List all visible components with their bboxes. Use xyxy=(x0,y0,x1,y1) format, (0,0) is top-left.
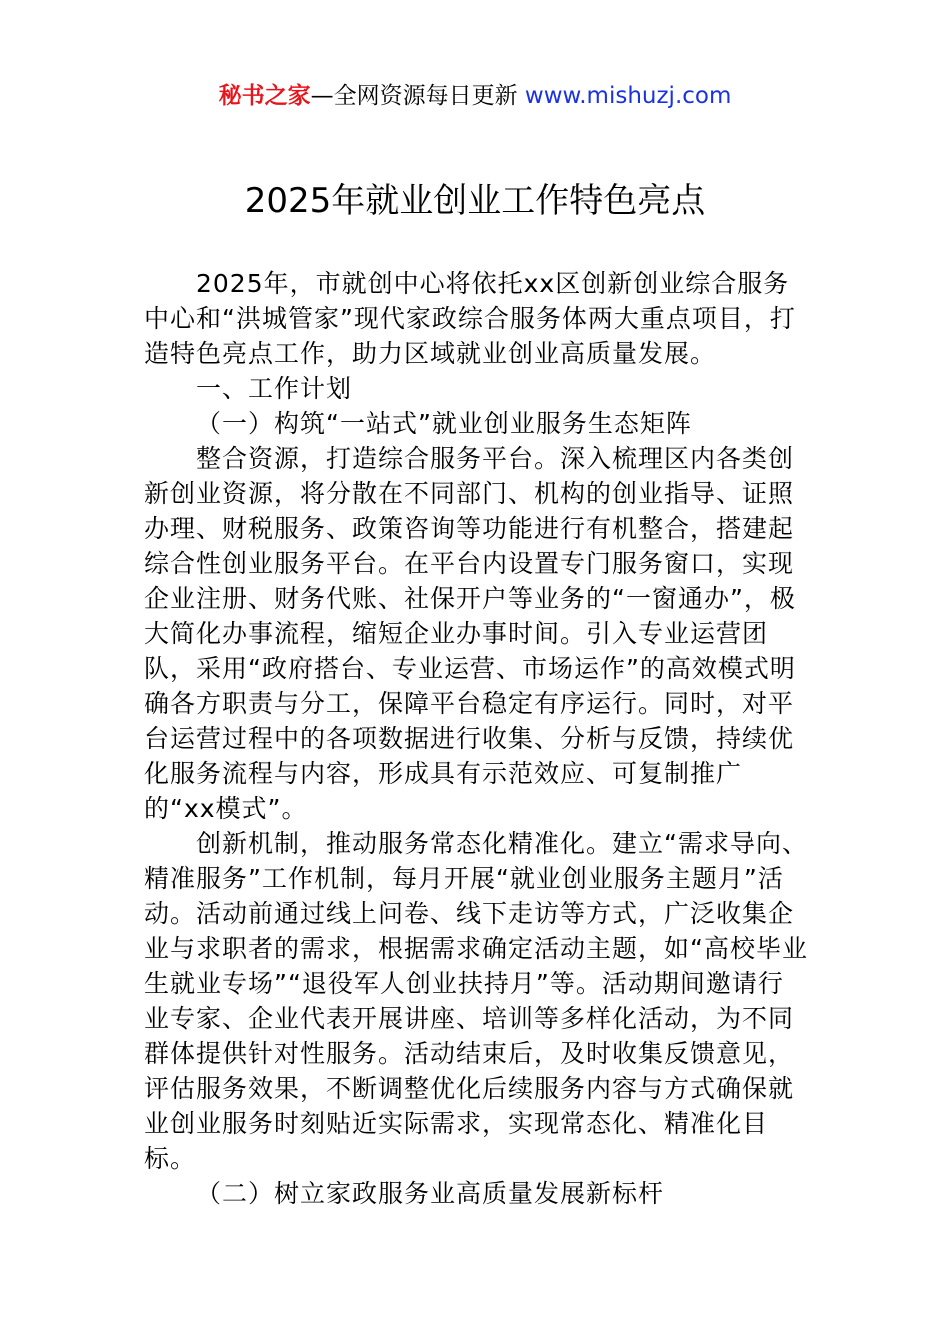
body-paragraph-integrate-resources: 整合资源，打造综合服务平台。深入梳理区内各类创新创业资源，将分散在不同部门、机构的创业指导、证照办理、财税服务、政策咨询等功能进行有机整合，搭建起综合性创业服务平台。在平台内设置专门服务窗口，实现企业注册、财务代账、社保开户等业务的“一窗通办”，极大简化办事流程，缩短企业办事时间。引入专业运营团队，采用“政府搭台、专业运营、市场运作”的高效模式明确各方职责与分工，保障平台稳定有序运行。同时，对平台运营过程中的各项数据进行收集、分析与反馈，持续优化服务流程与内容，形成具有示范效应、可复制推广的“xx模式”。 xyxy=(144,444,796,823)
site-url-link[interactable]: www.mishuzj.com xyxy=(524,83,732,109)
site-header xyxy=(0,80,950,112)
document-title: 2025年就业创业工作特色亮点 xyxy=(244,181,706,221)
subsection-heading-housekeeping: （二）树立家政服务业高质量发展新标杆 xyxy=(196,1179,665,1208)
site-brand: 秘书之家 xyxy=(218,83,311,109)
subsection-heading-one-stop: （一）构筑“一站式”就业创业服务生态矩阵 xyxy=(196,409,692,438)
section-heading-work-plan: 一、工作计划 xyxy=(196,374,353,403)
body-paragraph-innovate-mechanism: 创新机制，推动服务常态化精准化。建立“需求导向、精准服务”工作机制，每月开展“就业创业服务主题月”活动。活动前通过线上问卷、线下走访等方式，广泛收集企业与求职者的需求，根据需求确定活动主题，如“高校毕业生就业专场”“退役军人创业扶持月”等。活动期间邀请行业专家、企业代表开展讲座、培训等多样化活动，为不同群体提供针对性服务。活动结束后，及时收集反馈意见，评估服务效果，不断调整优化后续服务内容与方式确保就业创业服务时刻贴近实际需求，实现常态化、精准化目标。 xyxy=(144,829,808,1173)
intro-paragraph: 2025年，市就创中心将依托xx区创新创业综合服务中心和“洪城管家”现代家政综合服务体两大重点项目，打造特色亮点工作，助力区域就业创业高质量发展。 xyxy=(144,269,796,368)
site-tagline: —全网资源每日更新 xyxy=(310,83,525,109)
document-body xyxy=(144,266,809,1211)
